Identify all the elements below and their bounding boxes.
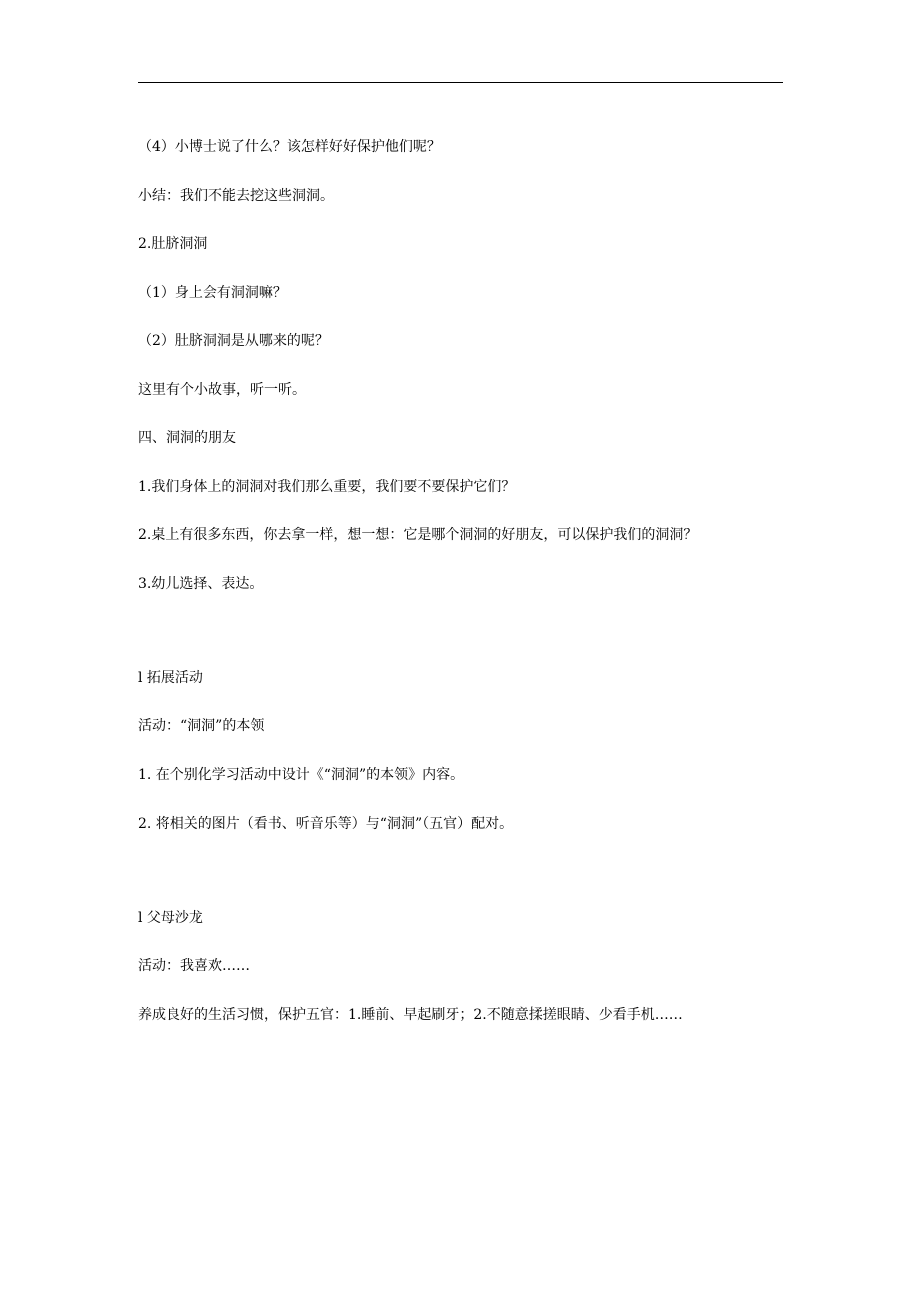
extension-activity-title: 活动：“洞洞”的本领 xyxy=(138,718,265,734)
question-1: （1）身上会有洞洞嘛？ xyxy=(138,285,287,301)
parent-salon-activity: 活动：我喜欢…… xyxy=(138,958,250,974)
extension-item-1: 1. 在个别化学习活动中设计《“洞洞”的本领》内容。 xyxy=(138,767,465,783)
extension-item-2: 2. 将相关的图片（看书、听音乐等）与“洞洞”（五官）配对。 xyxy=(138,816,514,832)
item-1: 1.我们身体上的洞洞对我们那么重要，我们要不要保护它们？ xyxy=(138,479,516,495)
item-2: 2.桌上有很多东西，你去拿一样，想一想：它是哪个洞洞的好朋友，可以保护我们的洞洞？ xyxy=(138,527,698,543)
question-4: （4）小博士说了什么？该怎样好好保护他们呢？ xyxy=(138,139,441,155)
extension-activity-heading: l 拓展活动 xyxy=(138,670,203,686)
section-navel-hole: 2.肚脐洞洞 xyxy=(138,236,208,252)
item-3: 3.幼儿选择、表达。 xyxy=(138,576,264,592)
parent-salon-heading: l 父母沙龙 xyxy=(138,910,203,926)
section-four-heading: 四、洞洞的朋友 xyxy=(138,430,236,446)
story-line: 这里有个小故事，听一听。 xyxy=(138,382,306,398)
question-2: （2）肚脐洞洞是从哪来的呢？ xyxy=(138,333,329,349)
header-rule xyxy=(138,82,783,83)
parent-salon-habits: 养成良好的生活习惯，保护五官：1.睡前、早起刷牙；2.不随意揉搓眼睛、少看手机…… xyxy=(138,1007,683,1023)
summary-line: 小结：我们不能去挖这些洞洞。 xyxy=(138,188,334,204)
